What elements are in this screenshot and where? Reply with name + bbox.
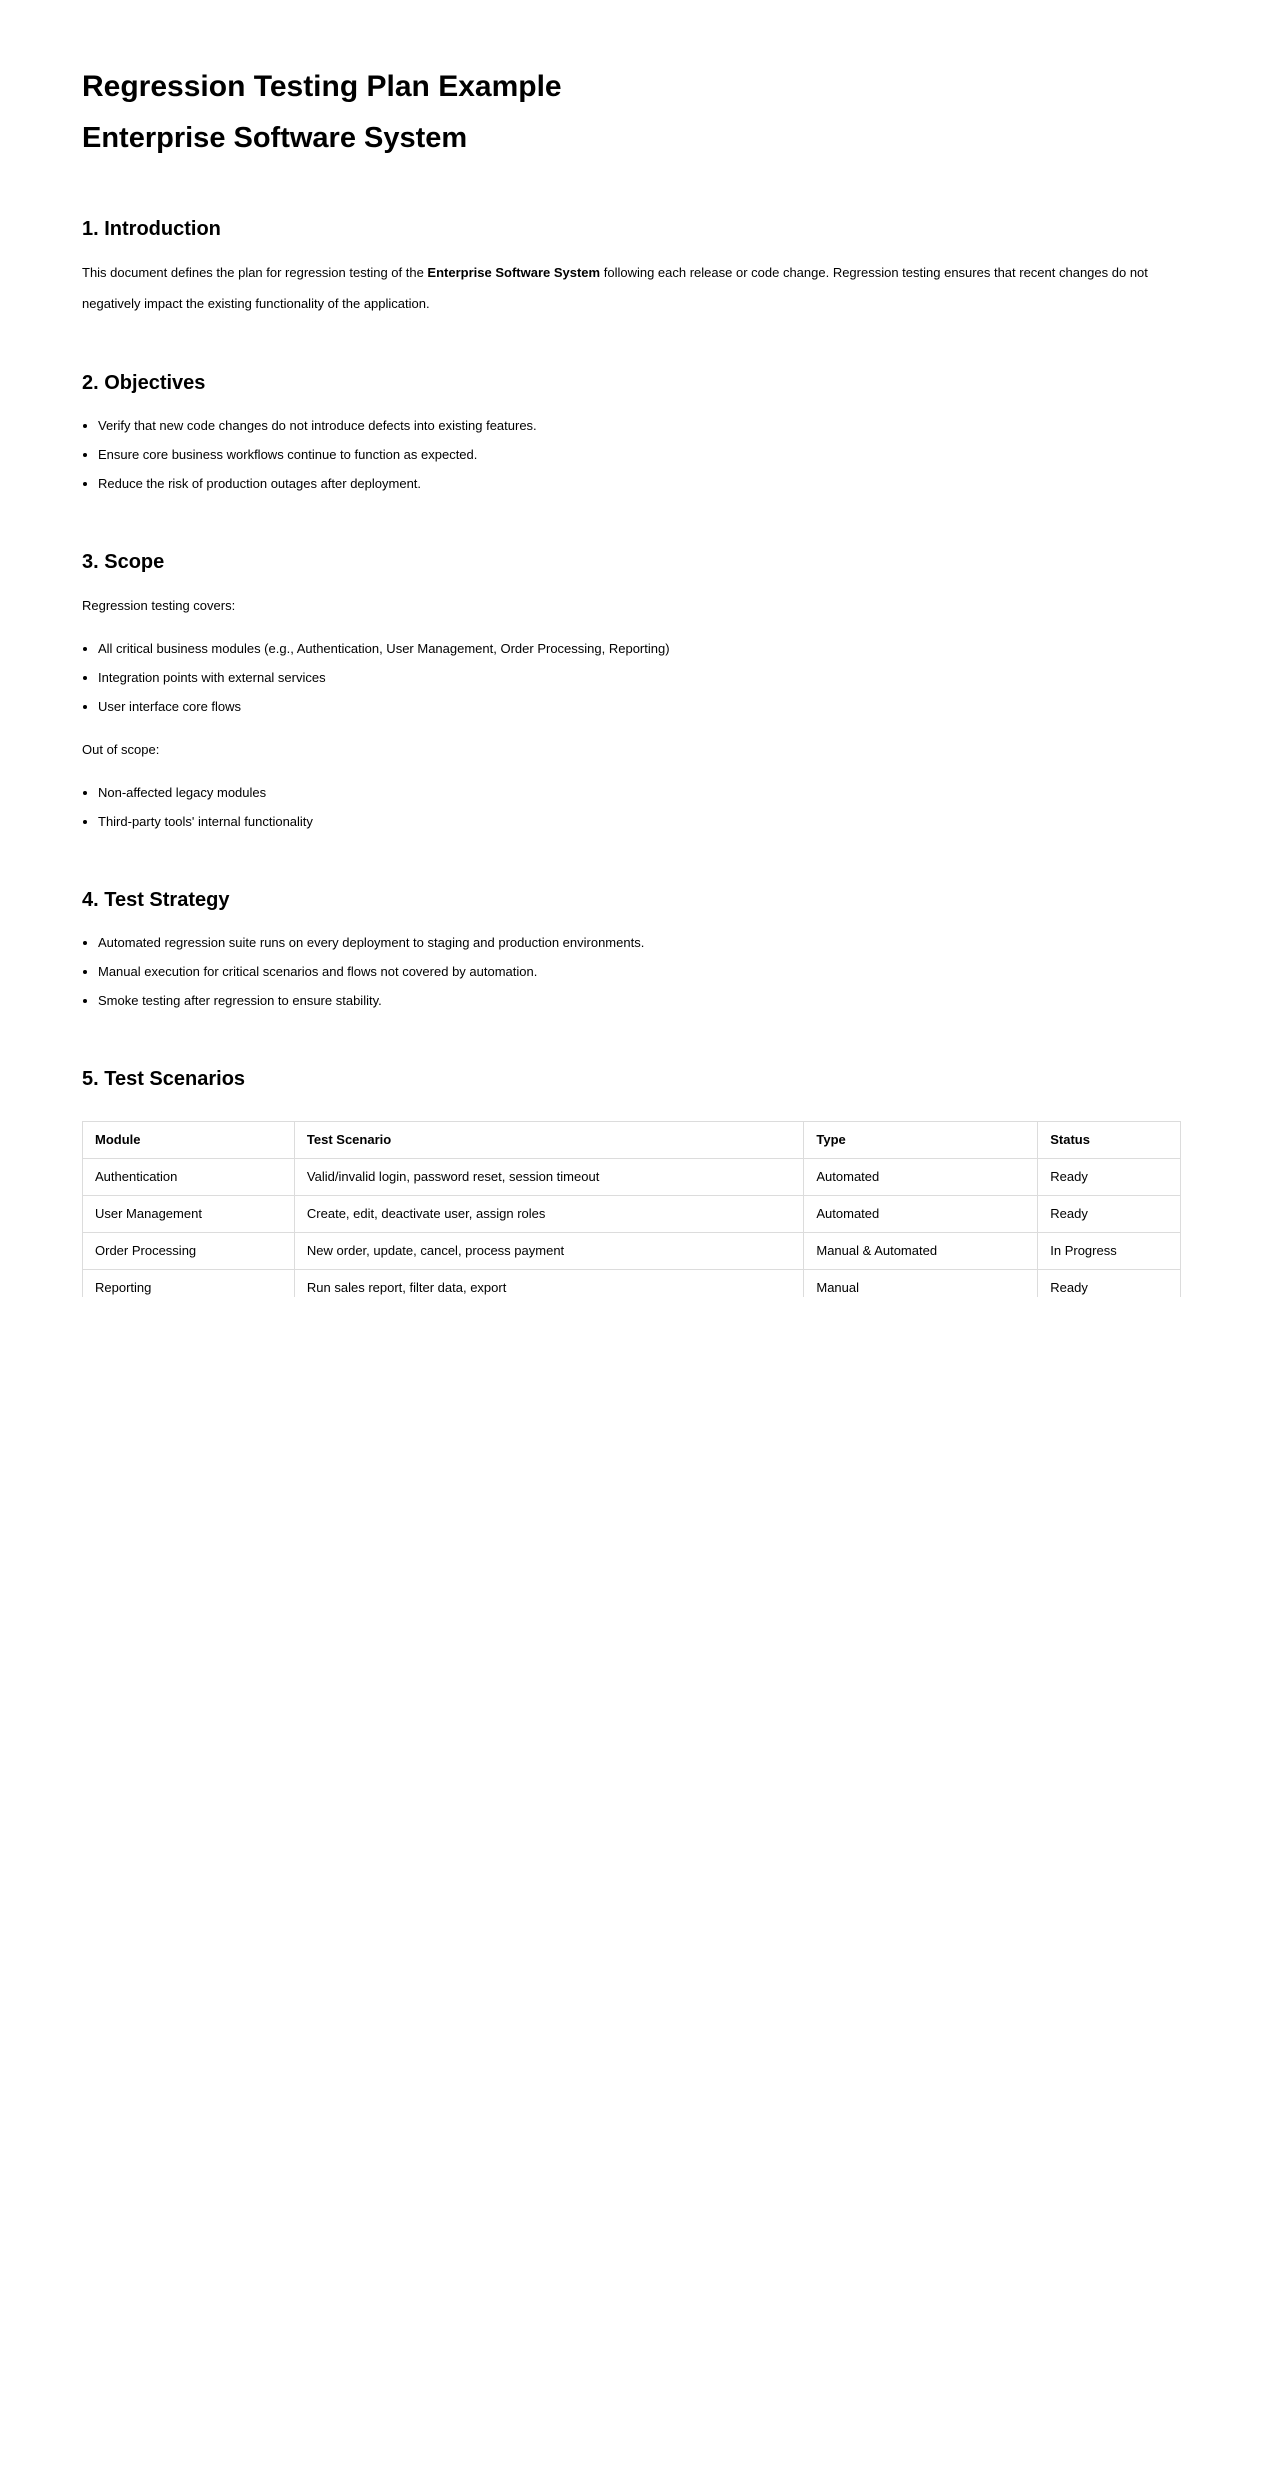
table-header-type: Type (804, 1122, 1038, 1159)
cell-module: Authentication (83, 1159, 295, 1196)
table-row (83, 1196, 1181, 1233)
list-item: • Third-party tools' internal functionality (98, 807, 1181, 836)
list-item: • Automated regression suite runs on every deployment to staging and production environments. (98, 928, 1181, 957)
cell-scenario: Valid/invalid login, password reset, session timeout (294, 1159, 803, 1196)
cell-scenario: New order, update, cancel, process payment (294, 1233, 803, 1270)
section-heading-scope: 3. Scope (82, 551, 165, 573)
test-strategy-list (82, 928, 1181, 1015)
list-item: • Verify that new code changes do not introduce defects into existing features. (98, 411, 1181, 440)
scope-out-label: Out of scope: (82, 742, 160, 757)
introduction-text-pre: This document defines the plan for regression testing of the (82, 265, 428, 280)
list-item: • All critical business modules (e.g., Authentication, User Management, Order Processing, Reporting) (98, 634, 1181, 663)
cell-status: In Progress (1038, 1233, 1181, 1270)
table-header-module: Module (83, 1122, 295, 1159)
list-item: • User interface core flows (98, 692, 1181, 721)
table-row (83, 1159, 1181, 1196)
scope-covers-label: Regression testing covers: (82, 598, 236, 613)
cell-type: Automated (804, 1159, 1038, 1196)
table-header-row (83, 1122, 1181, 1159)
cell-module: Reporting (83, 1270, 295, 1298)
list-item: • Smoke testing after regression to ensure stability. (98, 986, 1181, 1015)
cell-status: Ready (1038, 1159, 1181, 1196)
introduction-paragraph (82, 257, 1157, 319)
cell-status: Ready (1038, 1270, 1181, 1298)
cell-type: Automated (804, 1196, 1038, 1233)
table-row (83, 1233, 1181, 1270)
cell-type: Manual & Automated (804, 1233, 1038, 1270)
list-item: • Manual execution for critical scenarios and flows not covered by automation. (98, 957, 1181, 986)
list-item: • Integration points with external services (98, 663, 1181, 692)
list-item: • Ensure core business workflows continue to function as expected. (98, 440, 1181, 469)
cell-status: Ready (1038, 1196, 1181, 1233)
section-heading-objectives: 2. Objectives (82, 372, 206, 394)
section-heading-introduction: 1. Introduction (82, 218, 221, 240)
cell-scenario: Run sales report, filter data, export (294, 1270, 803, 1298)
test-scenarios-table (82, 1121, 1181, 1297)
cell-scenario: Create, edit, deactivate user, assign roles (294, 1196, 803, 1233)
table-row (83, 1270, 1181, 1298)
scope-out-list (82, 778, 1181, 836)
cell-type: Manual (804, 1270, 1038, 1298)
list-item: • Reduce the risk of production outages after deployment. (98, 469, 1181, 498)
table-header-status: Status (1038, 1122, 1181, 1159)
section-heading-test-strategy: 4. Test Strategy (82, 889, 230, 911)
scope-covers-list (82, 634, 1181, 721)
cell-module: Order Processing (83, 1233, 295, 1270)
objectives-list (82, 411, 1181, 498)
document-title: Regression Testing Plan Example (82, 70, 562, 103)
introduction-text-post: following each release or code change. Regression testing ensures that recent changes do not negatively impact the existing functionality of the application. (82, 265, 1148, 311)
introduction-text-bold: Enterprise Software System (427, 265, 601, 280)
section-heading-test-scenarios: 5. Test Scenarios (82, 1068, 246, 1090)
document-subtitle: Enterprise Software System (82, 122, 468, 154)
list-item: • Non-affected legacy modules (98, 778, 1181, 807)
cell-module: User Management (83, 1196, 295, 1233)
table-header-test-scenario: Test Scenario (294, 1122, 803, 1159)
